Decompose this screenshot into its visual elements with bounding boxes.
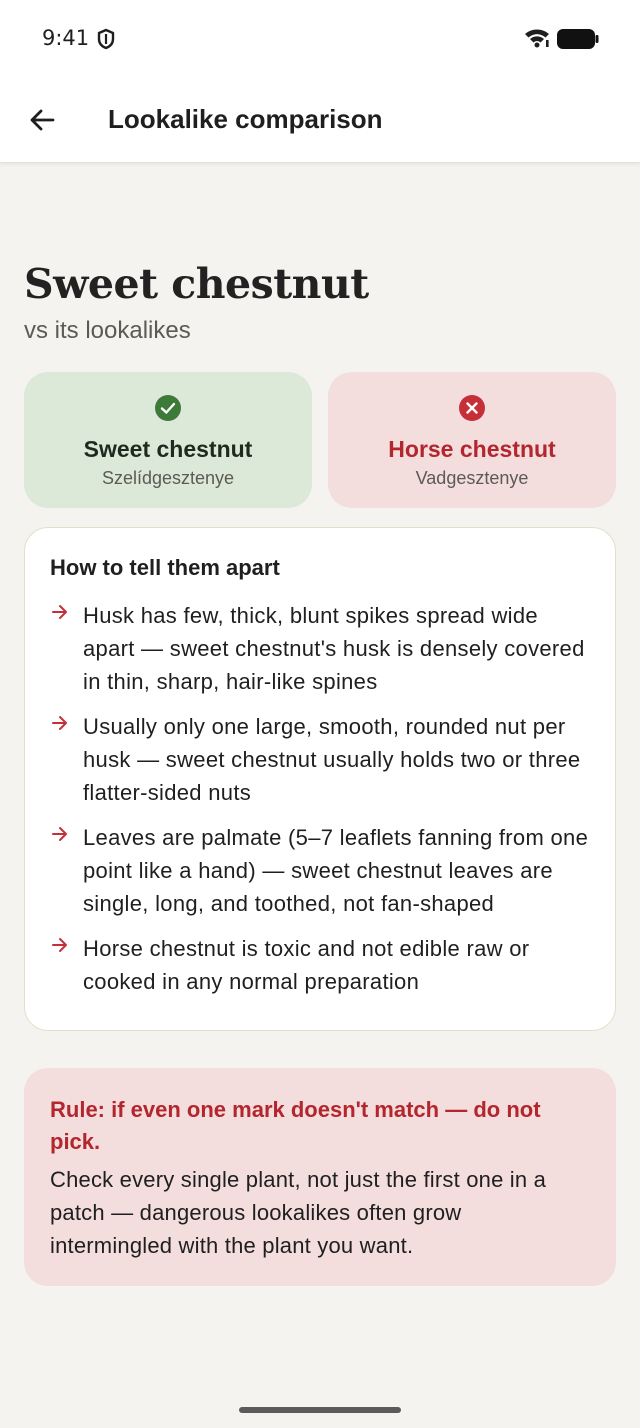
back-arrow-icon[interactable]: [24, 102, 60, 138]
status-time: 9:41: [42, 26, 90, 50]
warning-rule-title: Rule: if even one mark doesn't match — do not pick.: [50, 1097, 541, 1154]
safe-species-card: [24, 372, 312, 508]
warning-rule-card: [24, 1068, 616, 1286]
difference-text: Usually only one large, smooth, rounded nut per husk — sweet chestnut usually holds two or three flatter-sided nuts: [83, 714, 581, 805]
shield-icon: [96, 28, 116, 50]
difference-text: Horse chestnut is toxic and not edible raw or cooked in any normal preparation: [83, 936, 530, 994]
x-circle-icon: [458, 394, 486, 422]
app-bar: [0, 80, 640, 163]
arrow-right-icon: [50, 824, 70, 844]
status-bar: [0, 0, 640, 80]
differences-heading: How to tell them apart: [50, 555, 280, 580]
arrow-right-icon: [50, 602, 70, 622]
safe-species-local-name: Szelídgesztenye: [101, 468, 235, 488]
danger-species-name: Horse chestnut: [388, 436, 556, 462]
danger-species-local-name: Vadgesztenye: [415, 468, 529, 488]
page-title: Sweet chestnut: [24, 260, 369, 308]
arrow-right-icon: [50, 935, 70, 955]
arrow-right-icon: [50, 713, 70, 733]
difference-text: Husk has few, thick, blunt spikes spread wide apart — sweet chestnut's husk is densely covered in thin, sharp, hair-like spines: [83, 603, 585, 694]
warning-rule-body: Check every single plant, not just the first one in a patch — dangerous lookalikes often grow intermingled with the plant you want.: [50, 1167, 547, 1258]
battery-icon: [557, 29, 599, 49]
page-subtitle: vs its lookalikes: [24, 317, 191, 344]
wifi-icon: [524, 28, 550, 48]
check-circle-icon: [154, 394, 182, 422]
safe-species-name: Sweet chestnut: [83, 436, 253, 462]
home-indicator[interactable]: [239, 1407, 401, 1413]
difference-text: Leaves are palmate (5–7 leaflets fanning from one point like a hand) — sweet chestnut leaves are single, long, and toothed, not fan-shaped: [83, 825, 589, 916]
danger-species-card: [328, 372, 616, 508]
differences-card: [24, 527, 616, 1031]
app-bar-title: Lookalike comparison: [108, 104, 383, 134]
